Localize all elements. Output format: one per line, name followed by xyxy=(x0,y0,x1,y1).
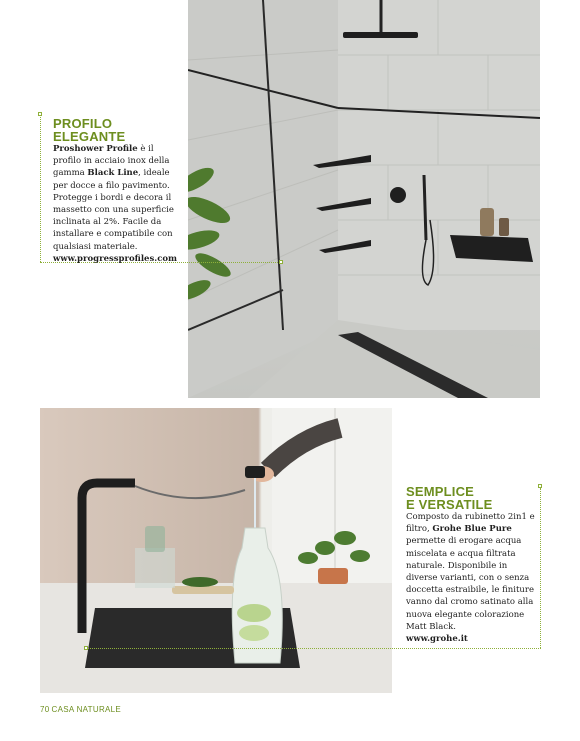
product-line-name: Black Line xyxy=(87,168,139,179)
guide-marker xyxy=(279,260,283,264)
guide-line xyxy=(86,648,541,649)
product-name: Grohe Blue Pure xyxy=(432,524,512,535)
guide-marker xyxy=(38,112,42,116)
article-body: Proshower Profile è il profilo in acciaio inox della gamma Black Line, ideale per docce a filo pavimento. Protegge i bordi e decora il massetto con una superficie inclinata al 2%. Facile da installare e compatibile con qualsiasi materiale. xyxy=(53,144,174,252)
page-number: 70 xyxy=(40,705,50,714)
product-name: Proshower Profile xyxy=(53,144,138,154)
article-body: Composto da rubinetto 2in1 e filtro, Grohe Blue Pure permette di erogare acqua miscelata e acqua filtrata naturale. Disponibile in diverse varianti, con o senza doccetta estraibile, le finiture vanno dal cromo satinato alla nuova elegante colorazione Matt Black. xyxy=(406,512,535,632)
article-semplice-versatile xyxy=(406,485,540,645)
kitchen-illustration xyxy=(40,408,392,693)
shower-photo xyxy=(188,0,540,398)
guide-marker xyxy=(84,646,88,650)
shower-illustration xyxy=(188,0,540,398)
website-link[interactable]: www.grohe.it xyxy=(406,634,468,645)
article-heading: SEMPLICE E VERSATILE xyxy=(406,484,493,512)
article-profilo-elegante xyxy=(53,117,181,265)
website-link[interactable]: www.progressprofiles.com xyxy=(53,253,178,264)
guide-line xyxy=(40,112,41,262)
guide-line xyxy=(540,488,541,648)
page-footer xyxy=(40,705,121,714)
magazine-name: CASA NATURALE xyxy=(51,705,122,714)
kitchen-photo xyxy=(40,408,392,693)
article-heading: PROFILO ELEGANTE xyxy=(53,116,126,144)
